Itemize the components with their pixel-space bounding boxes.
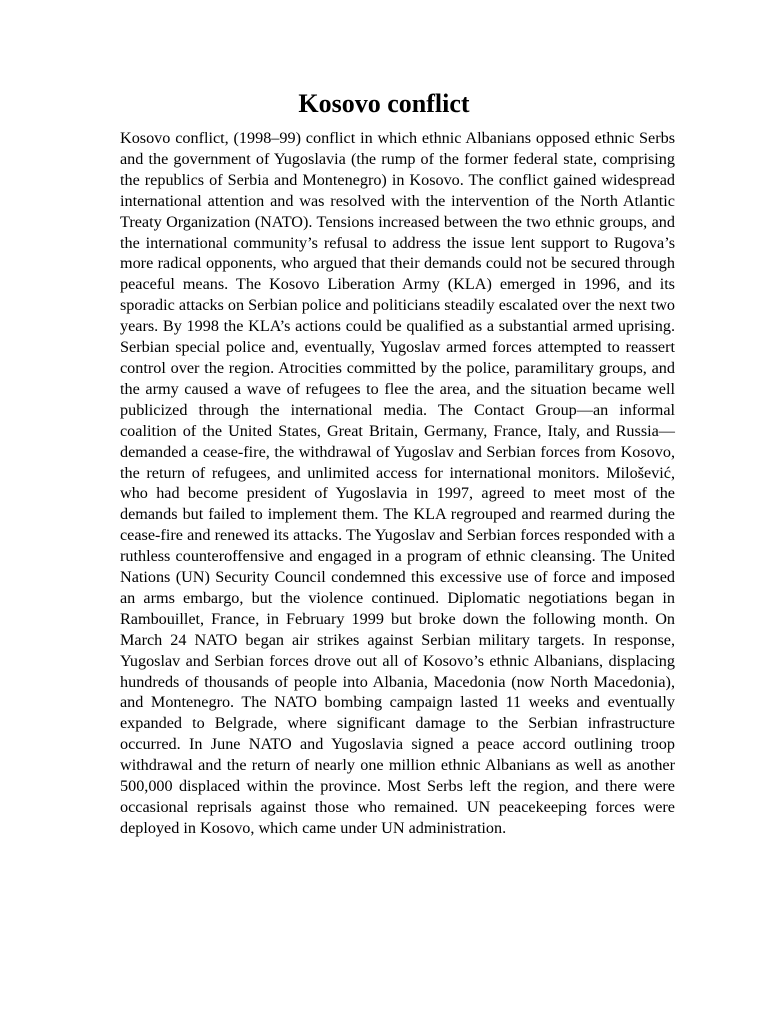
document-body-paragraph: Kosovo conflict, (1998–99) conflict in which ethnic Albanians opposed ethnic Serbs and the government of Yugoslavia (the rump of the former federal state, comprising the republics of Serbia and Montenegro) in Kosovo. The conflict gained widespread international attention and was resolved with the intervention of the North Atlantic Treaty Organization (NATO). Tensions increased between the two ethnic groups, and the international community’s refusal to address the issue lent support to Rugova’s more radical opponents, who argued that their demands could not be secured through peaceful means. The Kosovo Liberation Army (KLA) emerged in 1996, and its sporadic attacks on Serbian police and politicians steadily escalated over the next two years. By 1998 the KLA’s actions could be qualified as a substantial armed uprising. Serbian special police and, eventually, Yugoslav armed forces attempted to reassert control over the region. Atrocities committed by the police, paramilitary groups, and the army caused a wave of refugees to flee the area, and the situation became well publicized through the international media. The Contact Group—an informal coalition of the United States, Great Britain, Germany, France, Italy, and Russia—demanded a cease-fire, the withdrawal of Yugoslav and Serbian forces from Kosovo, the return of refugees, and unlimited access for international monitors. Milošević, who had become president of Yugoslavia in 1997, agreed to meet most of the demands but failed to implement them. The KLA regrouped and rearmed during the cease-fire and renewed its attacks. The Yugoslav and Serbian forces responded with a ruthless counteroffensive and engaged in a program of ethnic cleansing. The United Nations (UN) Security Council condemned this excessive use of force and imposed an arms embargo, but the violence continued. Diplomatic negotiations began in Rambouillet, France, in February 1999 but broke down the following month. On March 24 NATO began air strikes against Serbian military targets. In response, Yugoslav and Serbian forces drove out all of Kosovo’s ethnic Albanians, displacing hundreds of thousands of people into Albania, Macedonia (now North Macedonia), and Montenegro. The NATO bombing campaign lasted 11 weeks and eventually expanded to Belgrade, where significant damage to the Serbian infrastructure occurred. In June NATO and Yugoslavia signed a peace accord outlining troop withdrawal and the return of nearly one million ethnic Albanians as well as another 500,000 displaced within the province. Most Serbs left the region, and there were occasional reprisals against those who remained. UN peacekeeping forces were deployed in Kosovo, which came under UN administration. <box>120 129 675 837</box>
document-title: Kosovo conflict <box>298 89 470 118</box>
